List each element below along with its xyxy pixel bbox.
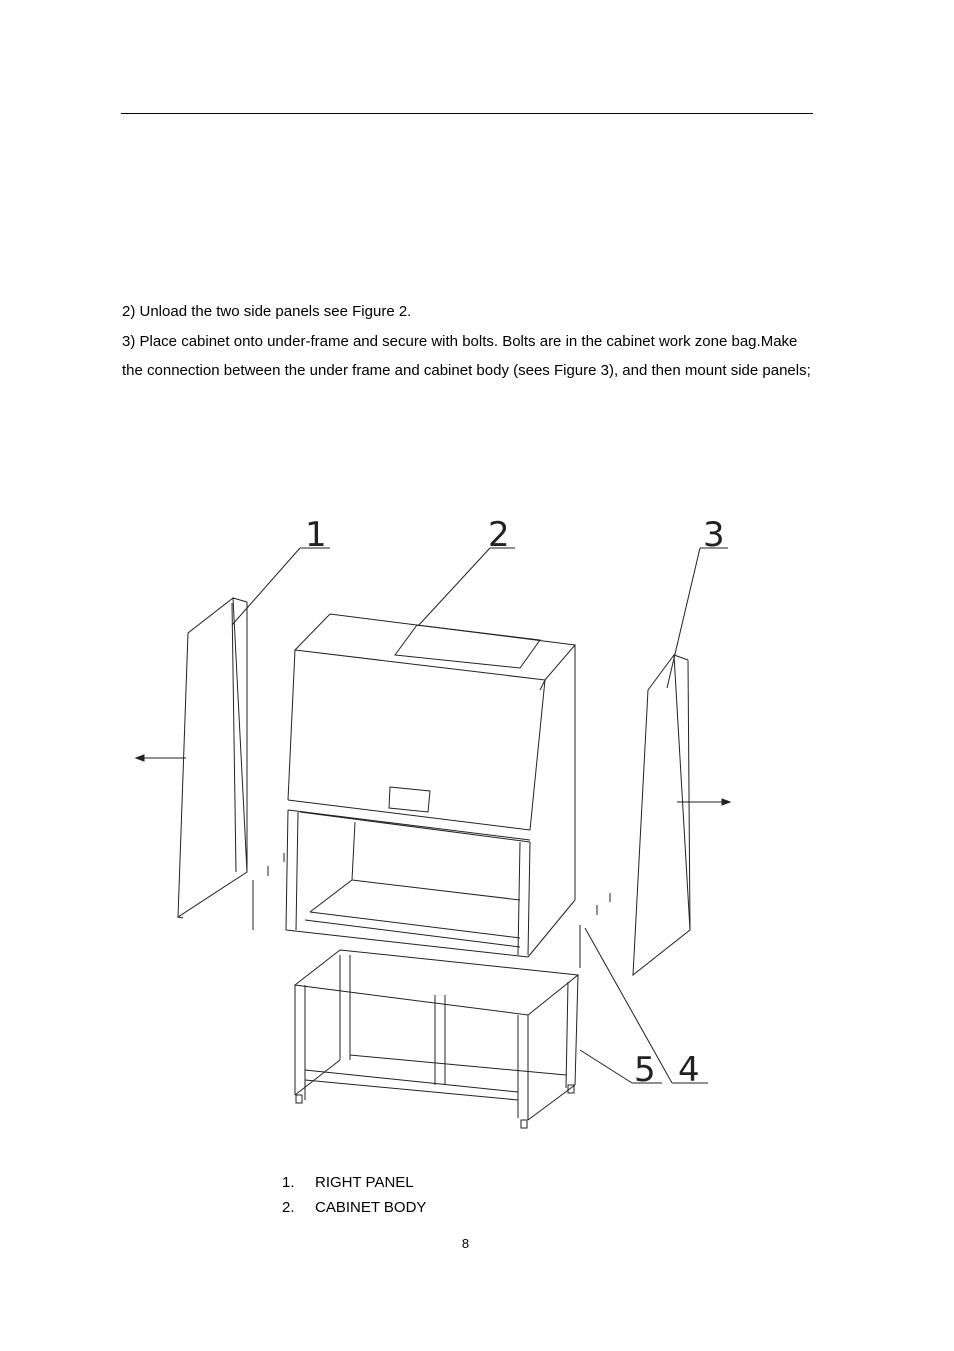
cabinet-body bbox=[286, 614, 575, 957]
legend-item-label: CABINET BODY bbox=[315, 1199, 427, 1216]
callout-1: 1 bbox=[305, 515, 327, 555]
page-number: 8 bbox=[461, 1236, 470, 1251]
callout-3: 3 bbox=[703, 515, 725, 555]
legend-item-number: 1. bbox=[282, 1174, 295, 1191]
under-frame bbox=[295, 950, 578, 1128]
callout-5: 5 bbox=[634, 1050, 656, 1090]
left-side-panel bbox=[178, 598, 247, 918]
legend-item bbox=[282, 1195, 426, 1220]
legend-item-number: 2. bbox=[282, 1199, 295, 1216]
right-side-panel bbox=[633, 655, 690, 975]
exploded-assembly-figure bbox=[130, 505, 750, 1145]
figure-legend bbox=[282, 1170, 426, 1220]
callout-4: 4 bbox=[678, 1050, 700, 1090]
step-2-text: 2) Unload the two side panels see Figure 2. bbox=[122, 303, 412, 320]
header-rule bbox=[121, 113, 813, 114]
callout-2: 2 bbox=[488, 515, 510, 555]
step-3-text: 3) Place cabinet onto under-frame and secure with bolts. Bolts are in the cabinet work zone bag.Make the connection between the under frame and cabinet body (sees Figure 3), and then mount side panels; bbox=[122, 333, 811, 379]
legend-item-label: RIGHT PANEL bbox=[315, 1174, 414, 1191]
legend-item bbox=[282, 1170, 426, 1195]
